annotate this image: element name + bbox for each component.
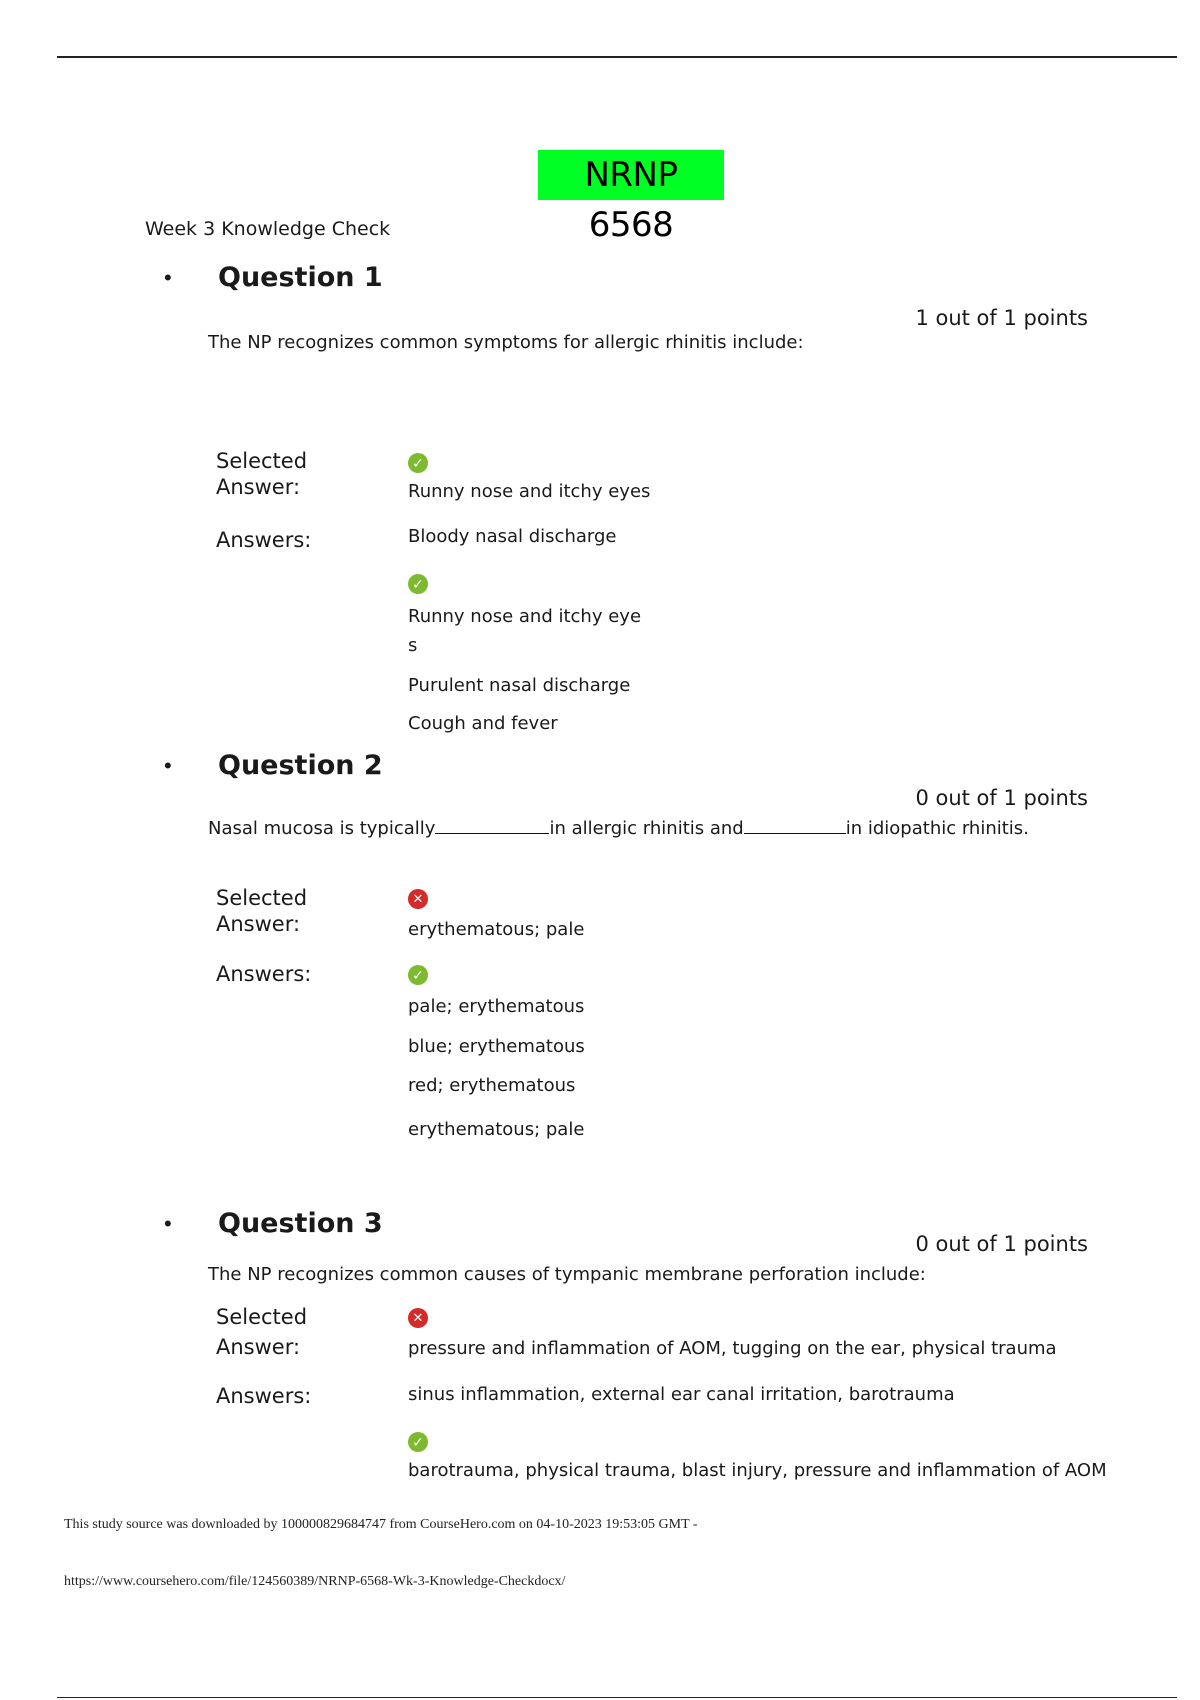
bullet-icon: •	[164, 753, 172, 778]
top-divider	[57, 56, 1177, 58]
answer-option-continued: s	[408, 635, 418, 656]
source-url: https://www.coursehero.com/file/124560389/NRNP-6568-Wk-3-Knowledge-Checkdocx/	[64, 1574, 566, 1589]
answer-option: Purulent nasal discharge	[408, 675, 631, 696]
question-3-text: The NP recognizes common causes of tympanic membrane perforation include:	[208, 1264, 926, 1285]
question-1-answers-label: Answers:	[216, 528, 312, 552]
question-1-text: The NP recognizes common symptoms for allergic rhinitis include:	[208, 332, 804, 353]
question-2-selected-label: Selected Answer:	[216, 886, 308, 936]
fill-blank-1	[435, 819, 549, 834]
bullet-icon: •	[164, 1211, 172, 1236]
correct-check-icon: ✓	[408, 1432, 428, 1452]
question-2-answers-label: Answers:	[216, 962, 312, 986]
question-1-selected-label: Selected Answer:	[216, 449, 308, 499]
question-2-selected-answer: erythematous; pale	[408, 919, 585, 940]
question-2-heading: Question 2	[218, 750, 383, 781]
answer-option: barotrauma, physical trauma, blast injury, pressure and inflammation of AOM	[408, 1460, 1107, 1481]
answer-option: Cough and fever	[408, 713, 558, 734]
question-3-answers-label: Answers:	[216, 1384, 312, 1408]
question-1-selected-answer: Runny nose and itchy eyes	[408, 481, 651, 502]
question-2-text: Nasal mucosa is typically in allergic rhinitis and in idiopathic rhinitis.	[208, 818, 1029, 839]
bottom-divider	[57, 1697, 1177, 1698]
bullet-icon: •	[164, 265, 172, 290]
question-3-selected-answer: pressure and inflammation of AOM, tugging on the ear, physical trauma	[408, 1338, 1057, 1359]
correct-check-icon: ✓	[408, 453, 428, 473]
answer-option: Bloody nasal discharge	[408, 526, 617, 547]
answer-option: pale; erythematous	[408, 996, 585, 1017]
answer-option: blue; erythematous	[408, 1036, 585, 1057]
question-1-heading: Question 1	[218, 262, 383, 293]
answer-option: Runny nose and itchy eye	[408, 606, 642, 627]
incorrect-x-icon: ✕	[408, 1308, 428, 1328]
question-3-points: 0 out of 1 points	[915, 1232, 1088, 1256]
document-title: NRNP 6568	[538, 150, 724, 200]
correct-check-icon: ✓	[408, 965, 428, 985]
document-subtitle: Week 3 Knowledge Check	[145, 218, 391, 240]
answer-option: sinus inflammation, external ear canal irritation, barotrauma	[408, 1384, 955, 1405]
answer-option: erythematous; pale	[408, 1119, 585, 1140]
question-3-heading: Question 3	[218, 1208, 383, 1239]
correct-check-icon: ✓	[408, 574, 428, 594]
answer-option: red; erythematous	[408, 1075, 576, 1096]
question-2-points: 0 out of 1 points	[915, 786, 1088, 810]
download-notice: This study source was downloaded by 100000829684747 from CourseHero.com on 04-10-2023 19:53:05 GMT -	[64, 1517, 698, 1532]
fill-blank-2	[744, 819, 846, 834]
question-1-points: 1 out of 1 points	[915, 306, 1088, 330]
incorrect-x-icon: ✕	[408, 889, 428, 909]
question-3-selected-label: Selected Answer:	[216, 1305, 308, 1359]
